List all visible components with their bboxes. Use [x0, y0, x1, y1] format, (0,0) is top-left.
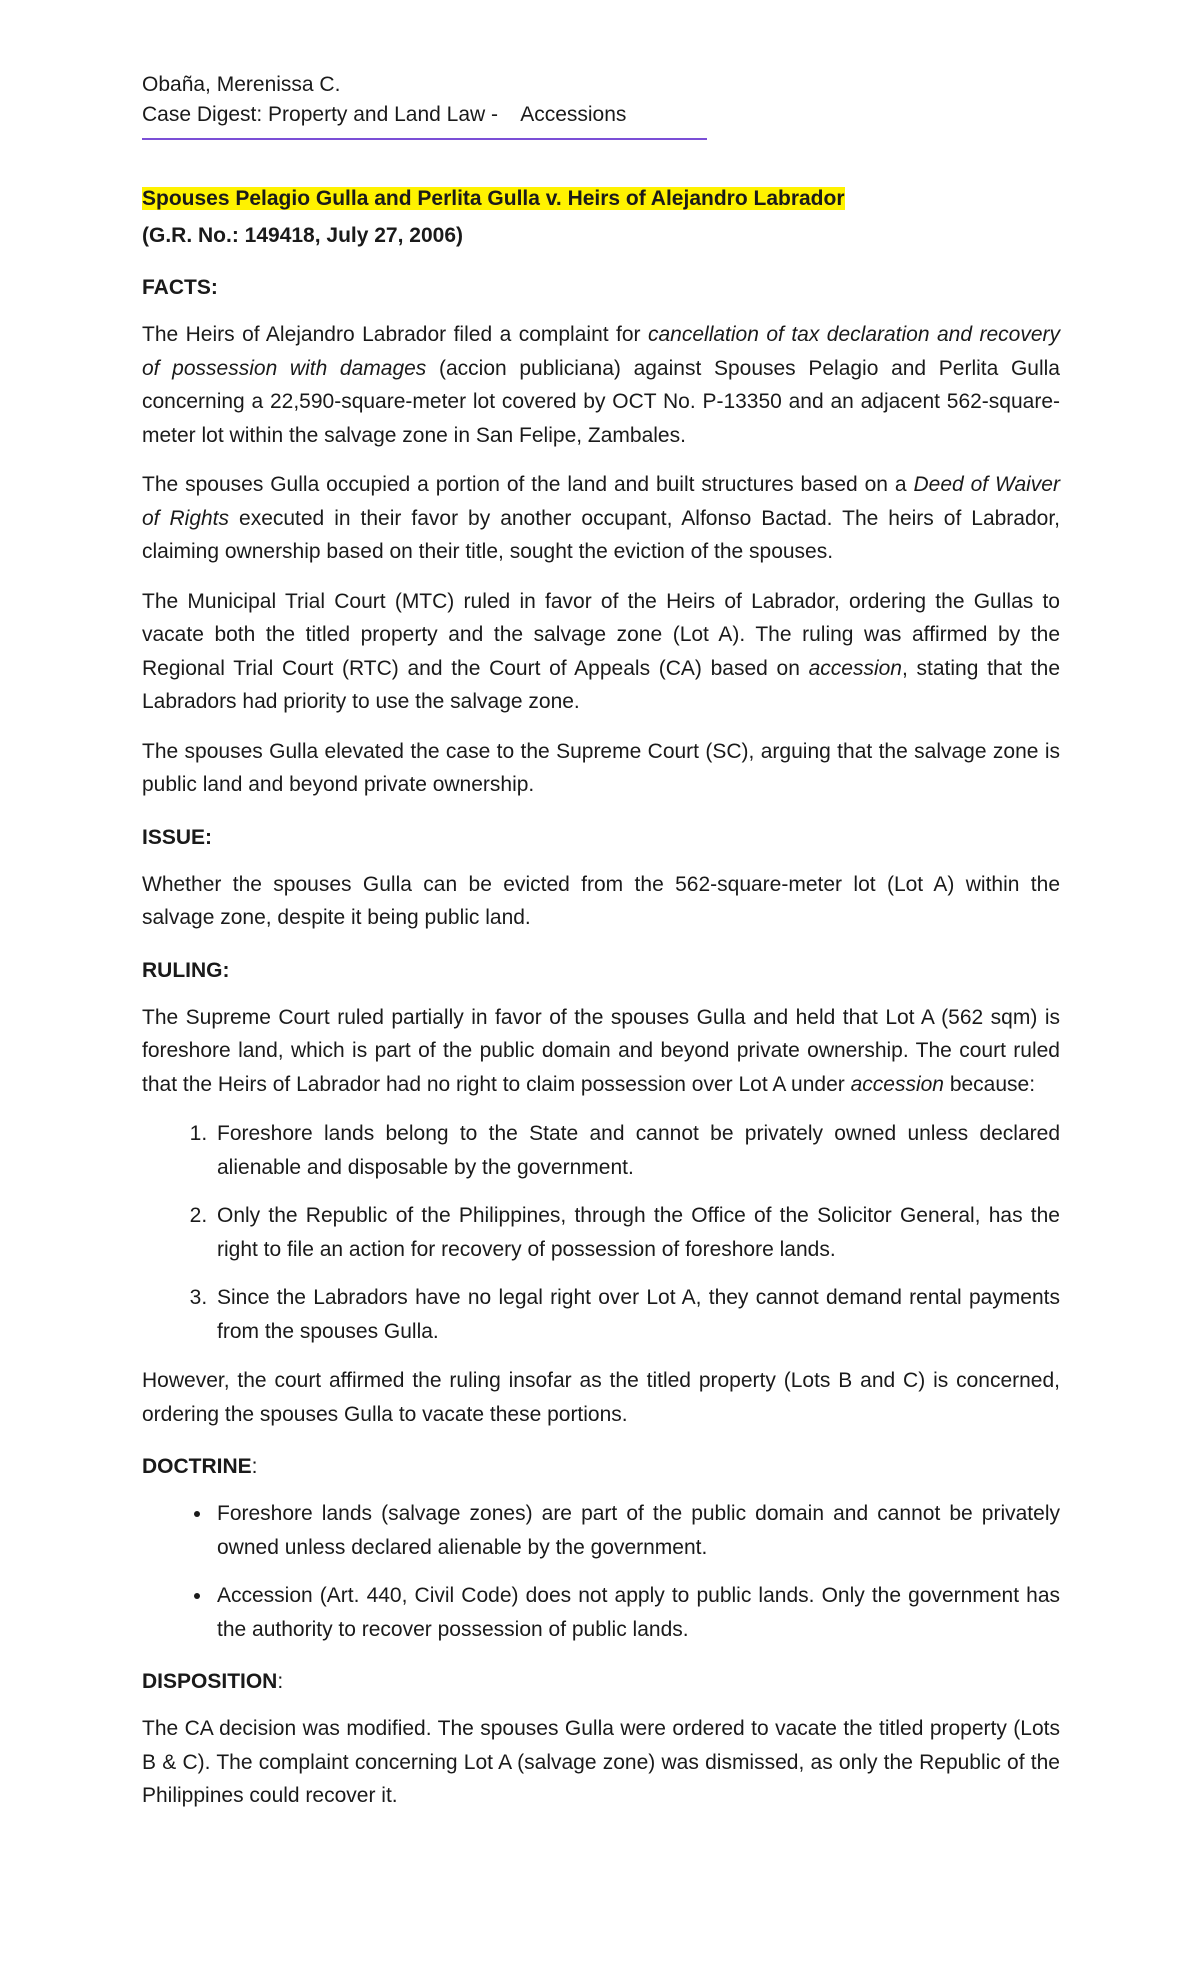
italic-text-run: Deed of Waiver of Rights	[142, 473, 1060, 530]
text-run: The spouses Gulla occupied a portion of the land and built structures based on a	[142, 473, 914, 496]
case-title-highlight: Spouses Pelagio Gulla and Perlita Gulla v. Heirs of Alejandro Labrador	[142, 187, 845, 210]
italic-text-run: accession	[808, 656, 902, 680]
doctrine-item: • Foreshore lands (salvage zones) are part of the public domain and cannot be privately owned unless declared alienable by the government.	[213, 1497, 1060, 1564]
doctrine-heading	[142, 1451, 1060, 1483]
ruling-reasons-list	[142, 1117, 1060, 1348]
text-run: because:	[943, 1072, 1036, 1096]
facts-paragraph-4: The spouses Gulla elevated the case to the Supreme Court (SC), arguing that the salvage zone is public land and beyond private ownership.	[142, 739, 1060, 796]
facts-paragraph-1	[142, 318, 1060, 452]
disposition-paragraph: The CA decision was modified. The spouses Gulla were ordered to vacate the titled property (Lots B & C). The complaint concerning Lot A (salvage zone) was dismissed, as only the Republic of the Philippines could recover it.	[142, 1717, 1060, 1807]
ruling-paragraph-2: However, the court affirmed the ruling insofar as the titled property (Lots B and C) is concerned, ordering the spouses Gulla to vacate these portions.	[142, 1369, 1060, 1426]
ruling-reason-item: 1. Foreshore lands belong to the State and cannot be privately owned unless declared alienable and disposable by the government.	[213, 1117, 1060, 1184]
facts-heading: FACTS:	[142, 276, 218, 299]
author-name: Obaña, Merenissa C.	[142, 73, 341, 96]
case-title	[142, 182, 1060, 216]
facts-paragraph-2	[142, 468, 1060, 569]
header-divider	[142, 138, 707, 140]
italic-text-run: accession	[850, 1072, 944, 1096]
disposition-heading-text: DISPOSITION	[142, 1670, 278, 1693]
italic-text-run: cancellation of tax declaration and recovery of possession with damages	[142, 323, 1060, 380]
disposition-heading	[142, 1666, 1060, 1698]
issue-paragraph: Whether the spouses Gulla can be evicted from the 562-square-meter lot (Lot A) within the salvage zone, despite it being public land.	[142, 872, 1060, 929]
ruling-heading: RULING:	[142, 958, 230, 982]
doctrine-list	[142, 1497, 1060, 1646]
ruling-reason-item: 2. Only the Republic of the Philippines, through the Office of the Solicitor General, has the right to file an action for recovery of possession of foreshore lands.	[213, 1199, 1060, 1266]
heading-colon: :	[251, 1455, 258, 1478]
issue-heading: ISSUE:	[142, 825, 213, 849]
facts-paragraph-3	[142, 585, 1060, 719]
text-run: , stating that the Labradors had priority to use the salvage zone.	[142, 656, 1060, 713]
text-run: The Supreme Court ruled partially in favor of the spouses Gulla and held that Lot A (562 sqm) is foreshore land, which is part of the public domain and beyond private ownership. The court ruled that the Heirs of Labrador had no right to claim possession over Lot A under	[142, 1005, 1060, 1096]
heading-colon: :	[277, 1670, 284, 1693]
ruling-reason-item: 3. Since the Labradors have no legal right over Lot A, they cannot demand rental payments from the spouses Gulla.	[213, 1281, 1060, 1348]
ruling-paragraph-1	[142, 1001, 1060, 1102]
text-run: executed in their favor by another occupant, Alfonso Bactad. The heirs of Labrador, claiming ownership based on their title, sought the eviction of the spouses.	[142, 506, 1061, 563]
text-run: The Heirs of Alejandro Labrador filed a complaint for	[142, 323, 648, 346]
text-run: (accion publiciana) against Spouses Pelagio and Perlita Gulla concerning a 22,590-square-meter lot covered by OCT No. P-13350 and an adjacent 562-square-meter lot within the salvage zone in San Felipe, Zambales.	[142, 356, 1060, 447]
document-subject: Case Digest: Property and Land Law - Accessions	[142, 103, 627, 126]
doctrine-heading-text: DOCTRINE	[142, 1455, 252, 1478]
case-citation: (G.R. No.: 149418, July 27, 2006)	[142, 224, 463, 247]
text-run: The Municipal Trial Court (MTC) ruled in favor of the Heirs of Labrador, ordering the Gullas to vacate both the titled property and the salvage zone (Lot A). The ruling was affirmed by the Regional Trial Court (RTC) and the Court of Appeals (CA) based on	[142, 589, 1060, 680]
doctrine-item: • Accession (Art. 440, Civil Code) does not apply to public lands. Only the government has the authority to recover possession of public lands.	[213, 1579, 1060, 1646]
